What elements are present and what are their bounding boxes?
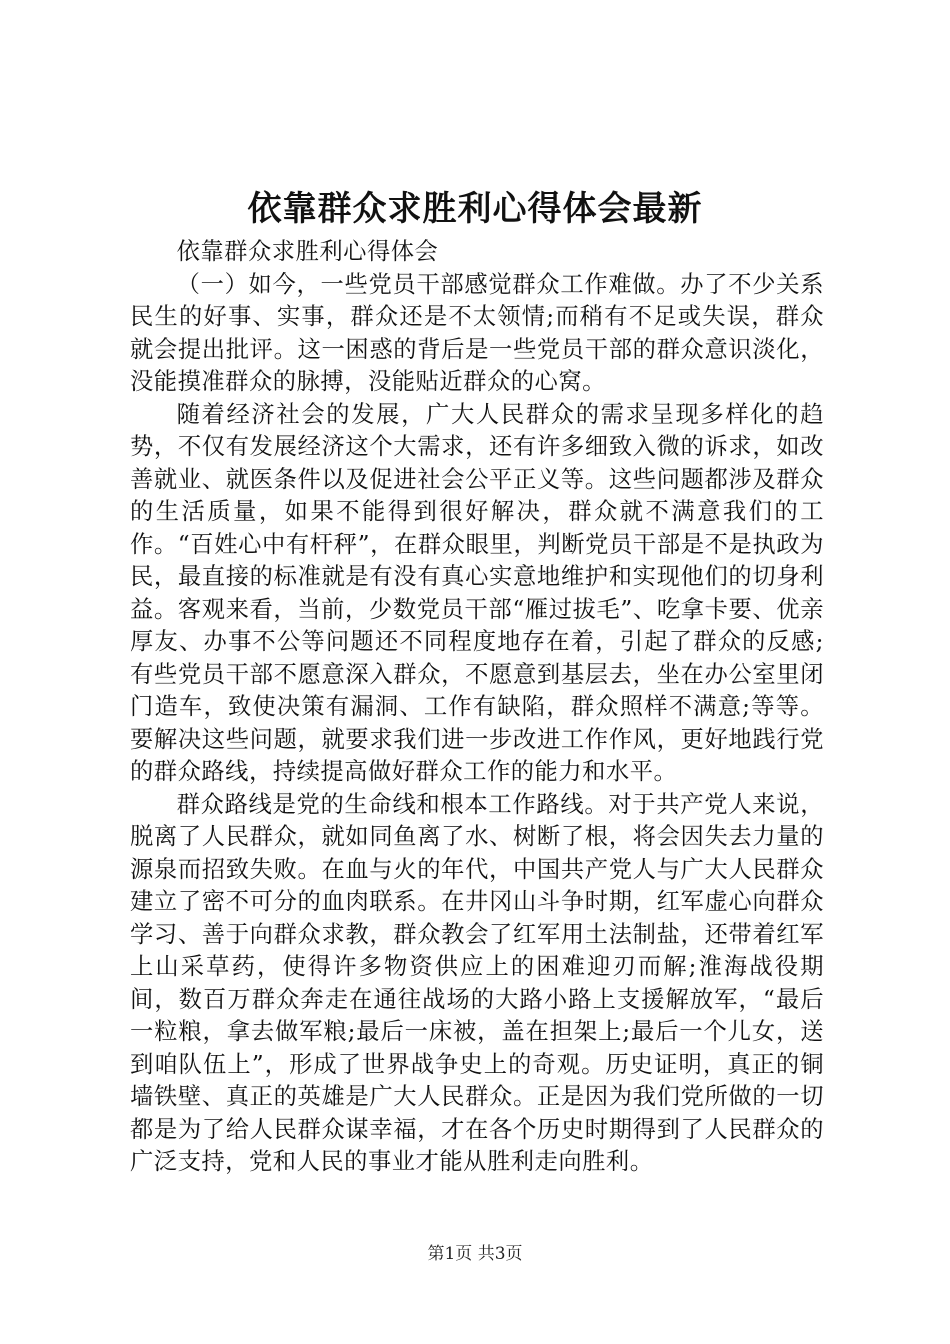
- paragraph-1: （一）如今，一些党员干部感觉群众工作难做。办了不少关系民生的好事、实事，群众还是不太领情;而稍有不足或失误，群众就会提出批评。这一困惑的背后是一些党员干部的群众意识淡化，没能摸准群众的脉搏，没能贴近群众的心窝。: [130, 270, 824, 395]
- paragraph-2: 随着经济社会的发展，广大人民群众的需求呈现多样化的趋势，不仅有发展经济这个大需求，还有许多细致入微的诉求，如改善就业、就医条件以及促进社会公平正义等。这些问题都涉及群众的生活质量，如果不能得到很好解决，群众就不满意我们的工作。“百姓心中有杆秤”，在群众眼里，判断党员干部是不是执政为民，最直接的标准就是有没有真心实意地维护和实现他们的切身利益。客观来看，当前，少数党员干部“雁过拔毛”、吃拿卡要、优亲厚友、办事不公等问题还不同程度地存在着，引起了群众的反感;有些党员干部不愿意深入群众，不愿意到基层去，坐在办公室里闭门造车，致使决策有漏洞、工作有缺陷，群众照样不满意;等等。要解决这些问题，就要求我们进一步改进工作作风，更好地践行党的群众路线，持续提高做好群众工作的能力和水平。: [130, 400, 824, 785]
- page-footer: 第1页 共3页: [427, 1244, 523, 1264]
- document-subtitle: 依靠群众求胜利心得体会: [176, 238, 439, 265]
- document-body: [130, 236, 824, 1179]
- document-title: 依靠群众求胜利心得体会最新: [247, 189, 703, 229]
- paragraph-3: 群众路线是党的生命线和根本工作路线。对于共产党人来说，脱离了人民群众，就如同鱼离了水、树断了根，将会因失去力量的源泉而招致失败。在血与火的年代，中国共产党人与广大人民群众建立了密不可分的血肉联系。在井冈山斗争时期，红军虚心向群众学习、善于向群众求教，群众教会了红军用土法制盐，还带着红军上山采草药，使得许多物资供应上的困难迎刃而解;淮海战役期间，数百万群众奔走在通往战场的大路小路上支援解放军，“最后一粒粮，拿去做军粮;最后一床被，盖在担架上;最后一个儿女，送到咱队伍上”，形成了世界战争史上的奇观。历史证明，真正的铜墙铁壁、真正的英雄是广大人民群众。正是因为我们党所做的一切都是为了给人民群众谋幸福，才在各个历史时期得到了人民群众的广泛支持，党和人民的事业才能从胜利走向胜利。: [130, 790, 824, 1175]
